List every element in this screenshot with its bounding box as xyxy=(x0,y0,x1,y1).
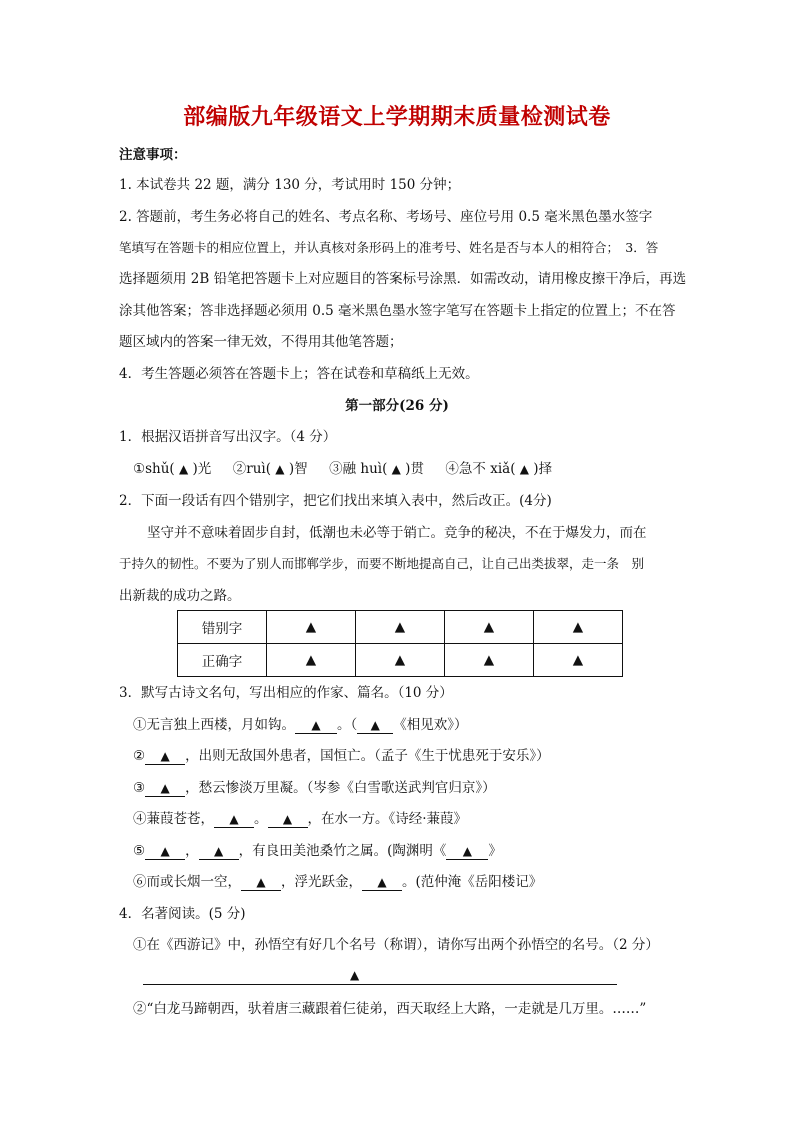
answer-blank[interactable]: ▲ xyxy=(241,874,281,891)
notice-item-3: 选择题须用 2B 铅笔把答题卡上对应题目的答案标号涂黑．如需改动，请用橡皮擦干净后，再选 xyxy=(119,271,687,287)
answer-cell[interactable]: ▲ xyxy=(356,644,445,677)
q1-stem: 1．根据汉语拼音写出汉字。（4 分） xyxy=(119,429,337,445)
q4-stem: 4．名著阅读。(5 分) xyxy=(119,906,246,922)
answer-blank[interactable]: ▲ xyxy=(362,874,402,891)
q4-sub-2: ②“白龙马蹄朝西，驮着唐三藏跟着仨徒弟，西天取经上大路，一走就是几万里。……” xyxy=(133,1001,647,1017)
answer-blank[interactable]: ▲ xyxy=(145,843,185,860)
q1-items: ①shǔ( ▲ )光 ②ruì( ▲ )智 ③融 huì( ▲ )贯 ④急不 xiǎ( ▲ )择 xyxy=(133,461,553,477)
q3-line-5: ⑤ ▲ ， ▲ ，有良田美池桑竹之属。(陶渊明《 ▲ 》 xyxy=(133,843,502,859)
notice-item-3-end: 题区域内的答案一律无效，不得用其他笔答题； xyxy=(119,334,403,350)
page-title: 部编版九年级语文上学期期末质量检测试卷 xyxy=(183,105,611,130)
row-label-correct: 正确字 xyxy=(178,644,267,677)
answer-cell[interactable]: ▲ xyxy=(267,611,356,644)
answer-blank[interactable]: ▲ xyxy=(446,843,488,860)
q2-paragraph-1: 坚守并不意味着固步自封，低潮也未必等于销亡。竞争的秘决，不在于爆发力，而在 xyxy=(147,525,647,541)
answer-cell[interactable]: ▲ xyxy=(534,644,623,677)
answer-blank[interactable]: ▲ xyxy=(145,780,185,797)
notice-item-1: 1. 本试卷共 22 题，满分 130 分，考试用时 150 分钟； xyxy=(119,177,461,193)
q2-paragraph-2: 于持久的韧性。不要为了别人而邯郸学步，而要不断地提高自己，让自己出类拔翠，走一条 别 xyxy=(119,556,645,571)
answer-marker: ▲ xyxy=(275,462,285,476)
answer-cell[interactable]: ▲ xyxy=(445,611,534,644)
q2-stem: 2．下面一段话有四个错别字，把它们找出来填入表中，然后改正。(4分) xyxy=(119,493,552,509)
answer-marker: ▲ xyxy=(391,462,401,476)
part-heading: 第一部分(26 分) xyxy=(345,398,449,414)
q3-line-2: ② ▲ ，出则无敌国外患者，国恒亡。（孟子《生于忧患死于安乐》） xyxy=(133,748,550,764)
notice-item-4: 4．考生答题必须答在答题卡上；答在试卷和草稿纸上无效。 xyxy=(119,366,479,382)
answer-cell[interactable]: ▲ xyxy=(445,644,534,677)
answer-blank[interactable]: ▲ xyxy=(295,717,337,734)
notice-heading: 注意事项： xyxy=(119,147,187,163)
q3-line-6: ⑥而或长烟一空， ▲ ，浮光跃金， ▲ 。(范仲淹《岳阳楼记》 xyxy=(133,874,543,890)
answer-marker: ▲ xyxy=(350,968,360,982)
answer-cell[interactable]: ▲ xyxy=(267,644,356,677)
answer-cell[interactable]: ▲ xyxy=(356,611,445,644)
answer-line[interactable] xyxy=(143,984,617,985)
q3-line-3: ③ ▲ ，愁云惨淡万里凝。（岑参《白雪歌送武判官归京》） xyxy=(133,780,496,796)
answer-cell[interactable]: ▲ xyxy=(534,611,623,644)
notice-item-2: 2. 答题前，考生务必将自己的姓名、考点名称、考场号、座位号用 0.5 毫米黑色墨水签字 xyxy=(119,209,653,225)
q3-line-4: ④蒹葭苍苍， ▲ 。 ▲ ，在水一方。《诗经·蒹葭》 xyxy=(133,811,468,827)
notice-item-2-cont: 笔填写在答题卡的相应位置上，并认真核对条形码上的准考号、姓名是否与本人的相符合； 3．答 xyxy=(119,240,659,255)
q2-paragraph-3: 出新裁的成功之路。 xyxy=(119,588,241,604)
row-label-wrong: 错别字 xyxy=(178,611,267,644)
table-row xyxy=(178,644,623,677)
notice-item-3-cont: 涂其他答案；答非选择题必须用 0.5 毫米黑色墨水签字笔写在答题卡上指定的位置上；不在答 xyxy=(119,303,676,319)
answer-blank[interactable]: ▲ xyxy=(214,811,254,828)
q3-line-1: ①无言独上西楼，月如钩。 ▲ 。（ ▲ 《相见欢》） xyxy=(133,717,468,733)
correction-table xyxy=(177,610,623,677)
answer-blank[interactable]: ▲ xyxy=(145,748,185,765)
answer-blank[interactable]: ▲ xyxy=(268,811,308,828)
answer-marker: ▲ xyxy=(178,462,189,476)
q3-stem: 3．默写古诗文名句，写出相应的作家、篇名。（10 分） xyxy=(119,685,453,701)
table-row xyxy=(178,611,623,644)
q4-sub-1: ①在《西游记》中，孙悟空有好几个名号（称谓），请你写出两个孙悟空的名号。（2 分） xyxy=(133,937,659,953)
answer-blank[interactable]: ▲ xyxy=(357,717,393,734)
answer-blank[interactable]: ▲ xyxy=(199,843,239,860)
answer-marker: ▲ xyxy=(519,462,529,476)
